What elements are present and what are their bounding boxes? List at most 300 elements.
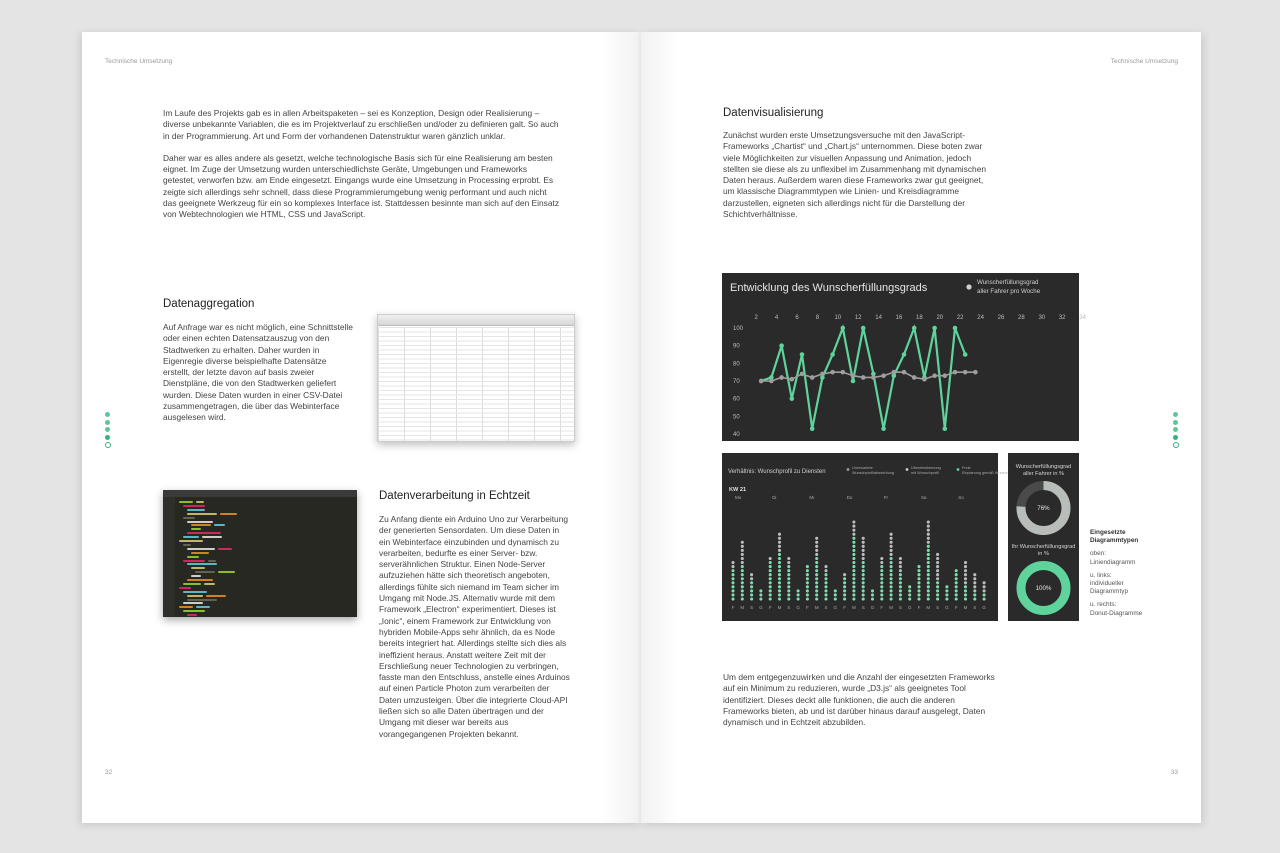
bar-dot bbox=[824, 573, 827, 576]
intro-paragraph-2: Daher war es alles andere als gesetzt, welche technologische Basis sich für eine Realisierung am besten eignet. Im Zuge der Umsetzung wurden unterschiedlichste Geräte, Umgebungen und Frameworks getestet, verworfen bzw. am Ende eingesetzt. Eingangs wurde eine Umsetzung in Processing erprobt. Es zeigte sich allerdings sehr schnell, dass diese Programmierumgebung wenig performant und auch nicht das geeignete Werkzeug für ein so komplexes Interface ist. Stattdessen besinnte man sich auf den Einsatz von Webtechnologien wie HTML, CSS und JavaScript. bbox=[163, 152, 560, 220]
bar-dot bbox=[759, 589, 762, 592]
bar-dot bbox=[852, 557, 855, 560]
data-point bbox=[790, 396, 795, 401]
bar-dot bbox=[964, 581, 967, 584]
bar-dot bbox=[936, 581, 939, 584]
bar-dot bbox=[945, 593, 948, 596]
bar-dot bbox=[852, 529, 855, 532]
x-tick-label: 8 bbox=[815, 315, 820, 321]
bar-dot bbox=[936, 593, 939, 596]
bar-dot bbox=[750, 577, 753, 580]
bar-dot bbox=[862, 537, 865, 540]
legend-marker bbox=[966, 284, 971, 289]
bar-dot bbox=[890, 549, 893, 552]
legend-label: Freie bbox=[962, 466, 971, 470]
bar-dot bbox=[852, 561, 855, 564]
legend-label: Unerwartete bbox=[852, 466, 873, 470]
spreadsheet-grid bbox=[378, 327, 574, 441]
data-point bbox=[841, 370, 846, 375]
bar-dot bbox=[964, 589, 967, 592]
code-line bbox=[183, 583, 201, 585]
category-label: S bbox=[750, 605, 754, 610]
bar-dot bbox=[936, 561, 939, 564]
x-tick-label: 14 bbox=[875, 315, 882, 321]
y-tick-label: 60 bbox=[733, 396, 740, 403]
editor-title-bar bbox=[163, 490, 357, 497]
data-point bbox=[810, 375, 815, 380]
bar-dot bbox=[741, 577, 744, 580]
section-heading-datenverarbeitung: Datenverarbeitung in Echtzeit bbox=[379, 490, 530, 502]
bar-dot bbox=[927, 553, 930, 556]
bar-dot bbox=[862, 573, 865, 576]
category-label: G bbox=[945, 605, 949, 610]
bar-dot bbox=[973, 581, 976, 584]
bar-dot bbox=[769, 573, 772, 576]
bar-dot bbox=[852, 569, 855, 572]
code-line bbox=[187, 521, 213, 523]
bar-dot bbox=[917, 585, 920, 588]
bar-dot bbox=[880, 593, 883, 596]
section-text-datenverarbeitung: Zu Anfang diente ein Arduino Uno zur Verarbeitung der generierten Sensordaten. Um diese Daten in ein Webinterface einzubinden und dynamisch zu verarbeiten, bedurfte es einer Server- bzw. serverähnlichen Struktur. Einen Node-Server aufzuziehen hätte sich theoretisch angeboten, allerdings fühlte sich niemand im Team sicher im Umgang mit Node.JS. Alternativ wurde mit dem Framework „Electron“ experimentiert. Dieses ist „Ionic“, einem Framework zur Entwicklung von hybriden Mobile-Apps sehr ähnlich, da es Node bereits integriert hat. Allerdings stellte sich dies als ineffizient heraus. Anstatt weitere Zeit mit der Erschließung neuer Technologien zu verbringen, fasste man den Entschluss, anstelle eines Arduinos auf einen Particle Photon zum verarbeiten der Daten umzusteigen. Über die integrierte Cloud-API ließen sich so alle Daten übertragen und der Umgang mit dieser war bereits aus vorangegangenen Projekten bekannt. bbox=[379, 514, 570, 739]
bar-dot bbox=[843, 573, 846, 576]
legend-marker bbox=[847, 468, 850, 471]
data-point bbox=[943, 426, 948, 431]
x-tick-label: 26 bbox=[997, 315, 1005, 321]
legend-label: mit Wunschprofil bbox=[911, 471, 939, 475]
figure-caption bbox=[1090, 529, 1160, 618]
bar-dot bbox=[815, 541, 818, 544]
code-line bbox=[187, 509, 205, 511]
bar-dot bbox=[880, 561, 883, 564]
bar-dot bbox=[862, 597, 865, 600]
bar-dot bbox=[815, 573, 818, 576]
bar-dot bbox=[936, 597, 939, 600]
bar-dot bbox=[890, 593, 893, 596]
data-point bbox=[779, 343, 784, 348]
bar-dot bbox=[787, 581, 790, 584]
category-label: M bbox=[777, 605, 782, 610]
bar-dot bbox=[741, 585, 744, 588]
section-heading-datenaggregation: Datenaggregation bbox=[163, 298, 255, 310]
progress-dot-active bbox=[1173, 435, 1178, 440]
code-line bbox=[191, 524, 211, 526]
spreadsheet-toolbar bbox=[378, 315, 574, 326]
running-head-left: Technische Umsetzung bbox=[105, 58, 173, 65]
x-tick-label: 16 bbox=[895, 315, 903, 321]
bar-dot bbox=[806, 597, 809, 600]
bar-dot bbox=[862, 585, 865, 588]
bar-dot bbox=[890, 577, 893, 580]
bar-chart-title: Verhältnis: Wunschprofil zu Diensten bbox=[728, 469, 826, 475]
bar-dot bbox=[815, 565, 818, 568]
bar-dot bbox=[973, 585, 976, 588]
day-label: Mo bbox=[735, 495, 742, 500]
code-line bbox=[183, 602, 203, 604]
category-label: F bbox=[954, 605, 958, 610]
section-progress-dots-right bbox=[1173, 412, 1179, 451]
bar-dot bbox=[815, 597, 818, 600]
bar-dot bbox=[927, 545, 930, 548]
bar-dot bbox=[769, 585, 772, 588]
bar-dot bbox=[741, 589, 744, 592]
bar-dot bbox=[787, 569, 790, 572]
bar-dot bbox=[769, 597, 772, 600]
line-chart-panel bbox=[722, 273, 1086, 441]
bar-dot bbox=[824, 565, 827, 568]
bar-dot bbox=[852, 585, 855, 588]
bar-dot bbox=[927, 593, 930, 596]
bar-dot bbox=[899, 573, 902, 576]
bar-dot bbox=[973, 593, 976, 596]
bar-dot bbox=[731, 565, 734, 568]
bar-dot bbox=[852, 525, 855, 528]
x-tick-label: 28 bbox=[1018, 315, 1025, 321]
data-point bbox=[871, 375, 876, 380]
bar-dot bbox=[750, 593, 753, 596]
bar-dot bbox=[908, 597, 911, 600]
bar-dot bbox=[862, 557, 865, 560]
bar-dot bbox=[908, 593, 911, 596]
progress-dot bbox=[1173, 442, 1179, 448]
code-line bbox=[187, 599, 217, 601]
bar-dot bbox=[731, 585, 734, 588]
data-point bbox=[902, 352, 907, 357]
bar-dot bbox=[973, 597, 976, 600]
code-line bbox=[183, 560, 205, 562]
bar-dot bbox=[890, 541, 893, 544]
legend-label: Übereinstimmung bbox=[911, 466, 941, 470]
bar-dot bbox=[917, 577, 920, 580]
bar-dot bbox=[815, 581, 818, 584]
bar-dot bbox=[741, 597, 744, 600]
bar-dot bbox=[945, 589, 948, 592]
donut-1-title-line-2: aller Fahrer in % bbox=[1022, 471, 1065, 477]
bar-dot bbox=[927, 569, 930, 572]
bar-dot bbox=[815, 589, 818, 592]
caption-line: u. rechts: bbox=[1090, 601, 1117, 609]
category-label: F bbox=[843, 605, 846, 610]
line-chart-plot bbox=[733, 315, 1087, 438]
data-point bbox=[881, 426, 886, 431]
y-tick-label: 100 bbox=[733, 326, 744, 332]
bar-dot bbox=[741, 553, 744, 556]
bar-dot bbox=[852, 597, 855, 600]
bar-dot bbox=[741, 557, 744, 560]
bar-dot bbox=[936, 557, 939, 560]
category-label: M bbox=[963, 605, 968, 610]
bar-dot bbox=[936, 573, 939, 576]
bar-dot bbox=[797, 597, 800, 600]
bar-dot-chart-panel bbox=[722, 453, 1009, 621]
category-label: M bbox=[889, 605, 893, 610]
code-line bbox=[195, 571, 215, 573]
bar-dot bbox=[787, 577, 790, 580]
code-line bbox=[196, 606, 210, 608]
bar-dot bbox=[797, 593, 800, 596]
data-point bbox=[892, 370, 897, 375]
data-point bbox=[779, 375, 784, 380]
x-tick-label: 20 bbox=[936, 315, 944, 321]
bar-dot bbox=[824, 581, 827, 584]
bar-dot bbox=[806, 585, 809, 588]
day-label: Mi bbox=[809, 495, 815, 500]
bar-dot bbox=[917, 573, 920, 576]
bar-dot bbox=[964, 597, 967, 600]
bar-dot bbox=[806, 569, 809, 572]
bar-dot bbox=[880, 565, 883, 568]
bar-dot bbox=[741, 569, 744, 572]
bar-dot bbox=[964, 565, 967, 568]
bar-dot bbox=[983, 581, 986, 584]
bar-dot bbox=[769, 593, 772, 596]
section-text-datenvisualisierung: Zunächst wurden erste Umsetzungsversuche mit den JavaScript-Frameworks „Chartist“ und „Chart.js“ unternommen. Diese boten zwar viele Möglichkeiten zur visuellen Anpassung und Animation, jedoch stellten sie diese als zu unflexibel im Zusammenhang mit dynamischen Daten heraus. Außerdem waren diese Frameworks zwar gut geeignet, um klassische Diagrammtypen wie Linien- und Kreisdiagramme darzustellen, eigneten sich allerdings nicht für die Darstellung der Schichtverhältnisse. bbox=[723, 130, 987, 220]
bar-dot bbox=[731, 561, 734, 564]
category-label: S bbox=[824, 605, 828, 610]
code-line bbox=[187, 595, 203, 597]
bar-dot bbox=[880, 573, 883, 576]
bar-dot bbox=[778, 549, 781, 552]
bar-dot bbox=[862, 569, 865, 572]
bar-dot bbox=[778, 533, 781, 536]
bar-dot bbox=[806, 581, 809, 584]
bar-dot bbox=[936, 553, 939, 556]
data-point bbox=[851, 373, 856, 378]
bar-dot bbox=[917, 565, 920, 568]
bar-dot bbox=[899, 589, 902, 592]
caption-line: individueller Diagrammtyp bbox=[1090, 580, 1128, 596]
progress-dot bbox=[1173, 412, 1178, 417]
bar-dot bbox=[769, 577, 772, 580]
bar-dot bbox=[927, 597, 930, 600]
bar-dot bbox=[769, 589, 772, 592]
bar-dot bbox=[843, 597, 846, 600]
code-line bbox=[191, 575, 201, 577]
code-line bbox=[218, 548, 232, 550]
day-label: So bbox=[958, 495, 964, 500]
category-label: G bbox=[870, 605, 875, 610]
category-label: F bbox=[768, 605, 772, 610]
bar-dot bbox=[731, 593, 734, 596]
donut-chart-1 bbox=[1021, 486, 1066, 531]
bar-dot bbox=[936, 589, 939, 592]
category-label: G bbox=[759, 605, 763, 610]
legend-label: Einplanung gemäß Wunsch bbox=[962, 471, 1009, 475]
bar-dot bbox=[927, 541, 930, 544]
code-line bbox=[218, 571, 235, 573]
bar-dot bbox=[890, 573, 893, 576]
code-line bbox=[183, 544, 191, 546]
bar-dot bbox=[890, 569, 893, 572]
category-label: S bbox=[787, 605, 791, 610]
bar-dot bbox=[815, 569, 818, 572]
bar-dot bbox=[824, 577, 827, 580]
donut-2-title-line-1: Ihr Wunscherfüllungsgrad bbox=[1011, 544, 1076, 550]
caption-line: u. links: bbox=[1090, 571, 1112, 579]
bar-dot bbox=[852, 537, 855, 540]
bar-dot bbox=[806, 573, 809, 576]
legend-label: Wunschprofilabweichung bbox=[852, 471, 895, 475]
bar-dot bbox=[787, 593, 790, 596]
bar-dot bbox=[731, 589, 734, 592]
bar-dot bbox=[927, 549, 930, 552]
bar-dot bbox=[936, 585, 939, 588]
y-tick-label: 70 bbox=[733, 379, 740, 385]
bar-dot bbox=[769, 565, 772, 568]
bar-chart-legend bbox=[847, 466, 1009, 475]
line-chart-legend-1: Wunscherfüllungsgrad bbox=[977, 279, 1039, 286]
bar-dot bbox=[731, 569, 734, 572]
bar-dot bbox=[852, 521, 855, 524]
bar-dot bbox=[890, 537, 893, 540]
data-point bbox=[943, 373, 948, 378]
data-point bbox=[963, 352, 968, 357]
bar-dot bbox=[787, 557, 790, 560]
bar-dot bbox=[731, 597, 734, 600]
progress-dot bbox=[105, 412, 110, 417]
bar-dot bbox=[750, 581, 753, 584]
caption-line: Donut-Diagramme bbox=[1090, 609, 1143, 617]
code-line bbox=[191, 528, 201, 530]
bar-dot bbox=[899, 561, 902, 564]
bar-dot bbox=[787, 585, 790, 588]
bar-dot bbox=[862, 553, 865, 556]
category-label: S bbox=[898, 605, 902, 610]
caption-line: oben: bbox=[1090, 550, 1106, 558]
bar-dot bbox=[731, 573, 734, 576]
day-label: Sa bbox=[921, 495, 927, 500]
bar-dot bbox=[862, 561, 865, 564]
bar-chart-plot bbox=[731, 495, 986, 610]
intro-paragraph-1: Im Laufe des Projekts gab es in allen Arbeitspaketen – sei es Konzeption, Design oder Realisierung – diverse unbekannte Variablen, die es im Projektverlauf zu erschließen und/oder zu definieren galt. So auch in der Programmierung. Art und Form der vorhandenen Datenstruktur waren gänzlich unklar. bbox=[163, 108, 559, 141]
x-tick-label: 24 bbox=[977, 315, 984, 321]
bar-dot bbox=[834, 593, 837, 596]
bar-dot bbox=[778, 593, 781, 596]
bar-dot bbox=[890, 533, 893, 536]
bar-dot bbox=[908, 585, 911, 588]
progress-dot bbox=[1173, 420, 1178, 425]
code-line bbox=[187, 556, 199, 558]
bar-dot bbox=[880, 589, 883, 592]
bar-dot bbox=[927, 533, 930, 536]
bar-dot bbox=[750, 585, 753, 588]
code-line bbox=[220, 513, 237, 515]
bar-dot bbox=[917, 593, 920, 596]
data-point bbox=[912, 375, 917, 380]
category-label: M bbox=[852, 605, 856, 610]
bar-dot bbox=[890, 585, 893, 588]
bar-dot bbox=[899, 593, 902, 596]
progress-dot bbox=[105, 420, 110, 425]
bar-dot bbox=[973, 573, 976, 576]
bar-dot bbox=[927, 561, 930, 564]
bar-dot bbox=[927, 585, 930, 588]
bar-dot bbox=[936, 565, 939, 568]
day-label: Di bbox=[772, 495, 777, 500]
bar-dot bbox=[945, 585, 948, 588]
bar-dot bbox=[741, 573, 744, 576]
bar-dot bbox=[917, 581, 920, 584]
data-point bbox=[759, 379, 764, 384]
bar-dot bbox=[778, 585, 781, 588]
bar-dot bbox=[899, 597, 902, 600]
code-line bbox=[183, 505, 205, 507]
bar-dot bbox=[899, 569, 902, 572]
category-label: S bbox=[861, 605, 865, 610]
category-label: G bbox=[982, 605, 986, 610]
bar-dot bbox=[815, 593, 818, 596]
bar-dot bbox=[927, 581, 930, 584]
bar-dot bbox=[769, 569, 772, 572]
bar-dot bbox=[964, 561, 967, 564]
y-tick-label: 90 bbox=[733, 343, 740, 350]
bar-dot bbox=[778, 553, 781, 556]
category-label: M bbox=[740, 605, 745, 610]
bar-dot bbox=[955, 573, 958, 576]
bar-dot bbox=[983, 597, 986, 600]
data-point bbox=[851, 379, 856, 384]
bar-dot bbox=[815, 545, 818, 548]
bar-dot bbox=[973, 577, 976, 580]
data-point bbox=[790, 377, 795, 382]
line-chart-legend-2: aller Fahrer pro Woche bbox=[977, 288, 1041, 295]
bar-dot bbox=[815, 577, 818, 580]
x-tick-label: 2 bbox=[754, 315, 758, 321]
bar-dot bbox=[862, 545, 865, 548]
code-line bbox=[191, 567, 205, 569]
bar-dot bbox=[834, 597, 837, 600]
bar-dot bbox=[815, 585, 818, 588]
bar-dot bbox=[927, 537, 930, 540]
bar-dot bbox=[927, 577, 930, 580]
closing-text: Um dem entgegenzuwirken und die Anzahl der eingesetzten Frameworks auf ein Minimum zu reduzieren, wurde „D3.js“ als geeignetes Tool identifiziert. Dieses deckt alle funktionen, die auch die anderen Frameworks bieten, ab und ist darüber hinaus darauf ausgelegt, Daten dynamisch und in Echtzeit abzubilden. bbox=[723, 672, 995, 728]
donut-2-title-line-2: in % bbox=[1038, 551, 1049, 557]
bar-dot bbox=[750, 589, 753, 592]
code-line bbox=[204, 583, 215, 585]
bar-dot bbox=[880, 597, 883, 600]
category-label: M bbox=[814, 605, 819, 610]
bar-dot bbox=[862, 565, 865, 568]
section-text-datenaggregation: Auf Anfrage war es nicht möglich, eine Schnittstelle oder einen echten Datensatzauszug von den Stadtwerken zu erhalten. Daher wurden in Eigenregie diverse beispielhafte Datensätze erstellt, der letzte davon auf basis zweier Dienstpläne, die von den Stadtwerken geliefert wurden. Diese Daten wurden in einer CSV-Datei zusammengetragen, die über das Webinterface ausgelesen wird. bbox=[163, 322, 353, 423]
bar-dot bbox=[787, 597, 790, 600]
bar-dot bbox=[843, 593, 846, 596]
data-point bbox=[953, 370, 958, 375]
x-tick-label: 10 bbox=[834, 315, 842, 321]
bar-dot bbox=[806, 565, 809, 568]
category-label: F bbox=[880, 605, 884, 610]
code-line bbox=[183, 610, 205, 612]
data-point bbox=[953, 326, 958, 331]
bar-dot bbox=[759, 597, 762, 600]
code-line bbox=[183, 591, 207, 593]
bar-dot bbox=[871, 593, 874, 596]
category-label: G bbox=[907, 605, 912, 610]
bar-dot bbox=[806, 577, 809, 580]
data-point bbox=[861, 375, 866, 380]
data-point bbox=[963, 370, 968, 375]
data-point bbox=[973, 370, 978, 375]
code-line bbox=[187, 513, 217, 515]
x-tick-label: 34 bbox=[1079, 315, 1086, 321]
category-label: S bbox=[973, 605, 977, 610]
bar-dot bbox=[964, 569, 967, 572]
page-number-left: 32 bbox=[105, 769, 113, 776]
bar-dot bbox=[880, 569, 883, 572]
bar-dot bbox=[899, 585, 902, 588]
bar-dot bbox=[955, 589, 958, 592]
bar-dot bbox=[917, 597, 920, 600]
code-line bbox=[187, 614, 197, 616]
data-point bbox=[800, 372, 805, 377]
